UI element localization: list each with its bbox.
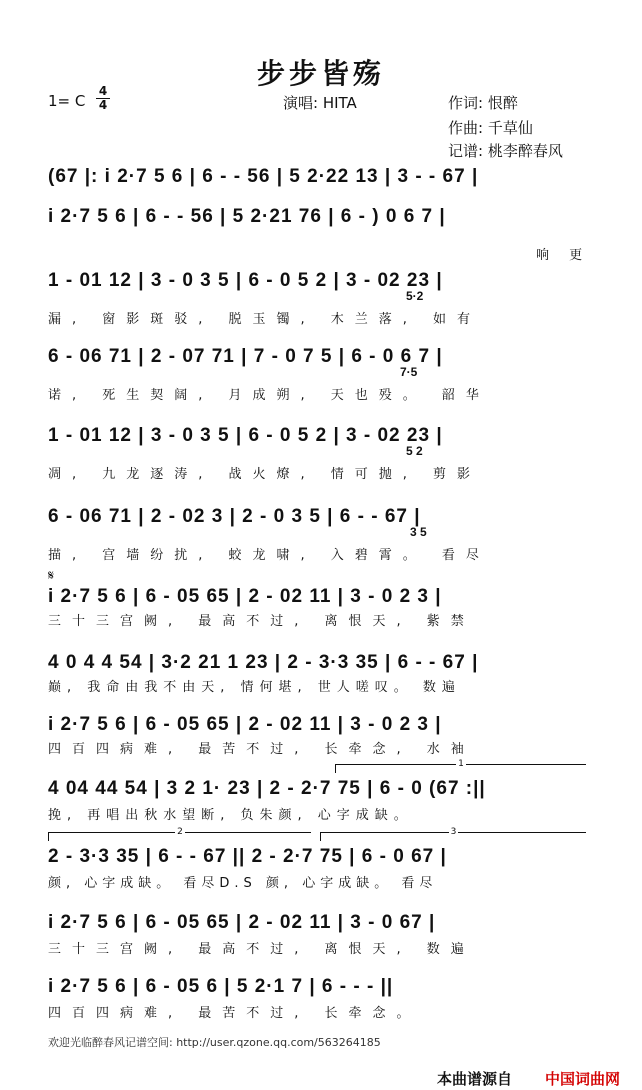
- harmony-notes: 5·2: [406, 289, 424, 303]
- notation-line: (67 |: i 2·7 5 6 | 6 - - 56 | 5 2·22 13 | 3 - - 67 |: [48, 166, 479, 187]
- time-signature-bottom: 4: [98, 98, 108, 112]
- singer-credit: 演唱: HITA: [283, 94, 357, 112]
- harmony-notes: 7·5: [400, 365, 418, 379]
- lyric-line: 响 更: [536, 248, 591, 262]
- footer-note: 欢迎光临醉春风记谱空间: http://user.qzone.qq.com/563264185: [48, 1036, 381, 1049]
- song-title: 步步皆殇: [256, 57, 385, 90]
- lyric-line: 三十三宫阙, 最高不过, 离恨天, 紫禁: [48, 614, 475, 628]
- volta-bracket-2: 2: [48, 832, 311, 841]
- notation-line: i 2·7 5 6 | 6 - 05 65 | 2 - 02 11 | 3 - 0 67 |: [48, 912, 436, 933]
- lyricist-credit: 作词: 恨醉: [448, 94, 518, 112]
- notation-line: 4 0 4 4 54 | 3·2 21 1 23 | 2 - 3·3 35 | 6 - - 67 |: [48, 652, 479, 673]
- lyric-line: 颜, 心字成缺。 看尽D.S 颜, 心字成缺。 看尽: [48, 876, 438, 890]
- source-label: 本曲谱源自: [437, 1070, 513, 1088]
- notation-line: 2 - 3·3 35 | 6 - - 67 || 2 - 2·7 75 | 6 - 0 67 |: [48, 846, 447, 867]
- notation-line: 1 - 01 12 | 3 - 0 3 5 | 6 - 0 5 2 | 3 - 02 23 |: [48, 270, 443, 291]
- notation-line: i 2·7 5 6 | 6 - 05 65 | 2 - 02 11 | 3 - 0 2 3 |: [48, 586, 442, 607]
- volta-bracket-1: 1: [335, 764, 586, 773]
- harmony-notes: 3 5: [410, 525, 427, 539]
- lyric-line: 四百四病难, 最苦不过, 长牵念。: [48, 1006, 421, 1020]
- notation-line: 1 - 01 12 | 3 - 0 3 5 | 6 - 0 5 2 | 3 - 02 23 |: [48, 425, 443, 446]
- lyric-line: 诺, 死生契阔, 月成朔, 天也殁。 韶华: [48, 388, 490, 402]
- notation-line: i 2·7 5 6 | 6 - 05 6 | 5 2·1 7 | 6 - - - ||: [48, 976, 394, 997]
- key-signature: 1= C: [48, 92, 86, 110]
- lyric-line: 三十三宫阙, 最高不过, 离恨天, 数遍: [48, 942, 475, 956]
- composer-credit: 作曲: 千草仙: [448, 119, 533, 137]
- lyric-line: 巅, 我命由我不由天, 情何堪, 世人嗟叹。 数遍: [48, 680, 461, 694]
- notation-line: 4 04 44 54 | 3 2 1· 23 | 2 - 2·7 75 | 6 - 0 (67 :||: [48, 778, 486, 799]
- volta-bracket-3: 3: [320, 832, 586, 841]
- lyric-line: 挽, 再唱出秋水望断, 负朱颜, 心字成缺。: [48, 808, 413, 822]
- transcriber-credit: 记谱: 桃李醉春风: [448, 142, 563, 160]
- segno-sign: 𝄋: [48, 568, 55, 584]
- time-signature: [96, 86, 110, 111]
- source-site-logo: 中国词曲网: [545, 1070, 621, 1088]
- lyric-line: 四百四病难, 最苦不过, 长牵念, 水袖: [48, 742, 475, 756]
- lyric-line: 漏, 窗影斑驳, 脱玉镯, 木兰落, 如有: [48, 312, 482, 326]
- notation-line: 6 - 06 71 | 2 - 02 3 | 2 - 0 3 5 | 6 - - 67 |: [48, 506, 421, 527]
- notation-line: i 2·7 5 6 | 6 - - 56 | 5 2·21 76 | 6 - ) 0 6 7 |: [48, 206, 446, 227]
- lyric-line: 凋, 九龙逐涛, 战火燎, 情可抛, 剪影: [48, 467, 482, 481]
- notation-line: i 2·7 5 6 | 6 - 05 65 | 2 - 02 11 | 3 - 0 2 3 |: [48, 714, 442, 735]
- lyric-line: 描, 宫墙纷扰, 蛟龙啸, 入碧霄。 看尽: [48, 548, 490, 562]
- harmony-notes: 5 2: [406, 444, 423, 458]
- time-signature-top: 4: [98, 84, 108, 98]
- notation-line: 6 - 06 71 | 2 - 07 71 | 7 - 0 7 5 | 6 - 0 6 7 |: [48, 346, 443, 367]
